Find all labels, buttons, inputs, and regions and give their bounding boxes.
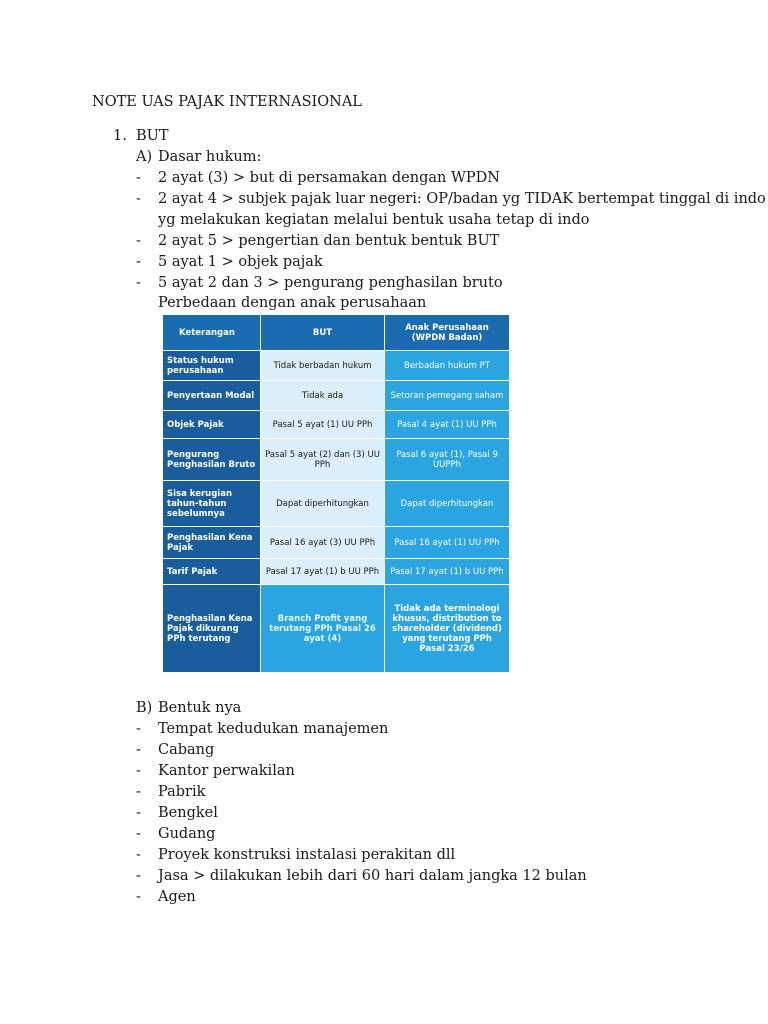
table-cell-but: Pasal 16 ayat (3) UU PPh <box>261 527 385 559</box>
legal-basis-item: 2 ayat (3) > but di persamakan dengan WPDN <box>158 170 500 186</box>
bullet-dash: - <box>136 233 141 249</box>
bullet-dash: - <box>136 275 141 291</box>
table-row <box>163 411 510 439</box>
bullet-dash: - <box>136 721 141 737</box>
part-a-label: A) <box>136 149 153 165</box>
form-item: Tempat kedudukan manajemen <box>158 721 389 737</box>
table-cell-but: Pasal 17 ayat (1) b UU PPh <box>261 559 385 585</box>
column-header: Anak Perusahaan (WPDN Badan) <box>385 315 510 351</box>
bullet-dash: - <box>136 889 141 905</box>
table-cell-subsidiary: Pasal 16 ayat (1) UU PPh <box>385 527 510 559</box>
table-row <box>163 381 510 411</box>
table-cell-subsidiary: Berbadan hukum PT <box>385 351 510 381</box>
bullet-dash: - <box>136 868 141 884</box>
table-cell-label: Penghasilan Kena Pajak dikurang PPh terutang <box>163 585 261 673</box>
table-cell-but: Pasal 5 ayat (1) UU PPh <box>261 411 385 439</box>
column-header: Keterangan <box>163 315 261 351</box>
table-cell-label: Penghasilan Kena Pajak <box>163 527 261 559</box>
legal-basis-item: 5 ayat 1 > objek pajak <box>158 254 323 270</box>
table-row <box>163 527 510 559</box>
table-cell-but: Tidak berbadan hukum <box>261 351 385 381</box>
table-row <box>163 585 510 673</box>
table-cell-subsidiary: Pasal 6 ayat (1), Pasal 9 UUPPh <box>385 439 510 481</box>
table-row <box>163 559 510 585</box>
bullet-dash: - <box>136 847 141 863</box>
column-header: BUT <box>261 315 385 351</box>
legal-basis-item: 2 ayat 5 > pengertian dan bentuk bentuk BUT <box>158 233 500 249</box>
form-item: Pabrik <box>158 784 206 800</box>
form-item: Agen <box>158 889 196 905</box>
bullet-dash: - <box>136 170 141 186</box>
table-cell-label: Sisa kerugian tahun-tahun sebelumnya <box>163 481 261 527</box>
table-cell-subsidiary: Dapat diperhitungkan <box>385 481 510 527</box>
comparison-heading: Perbedaan dengan anak perusahaan <box>158 295 427 311</box>
bullet-dash: - <box>136 191 141 207</box>
table-cell-but: Tidak ada <box>261 381 385 411</box>
section-heading: BUT <box>136 128 169 144</box>
table-row <box>163 351 510 381</box>
section-number: 1. <box>113 128 127 144</box>
form-item: Kantor perwakilan <box>158 763 295 779</box>
form-item: Cabang <box>158 742 215 758</box>
bullet-dash: - <box>136 784 141 800</box>
table-row <box>163 481 510 527</box>
part-b-heading: Bentuk nya <box>158 700 242 716</box>
legal-basis-item: 2 ayat 4 > subjek pajak luar negeri: OP/badan yg TIDAK bertempat tinggal di indo <box>158 191 766 207</box>
legal-basis-item-continued: yg melakukan kegiatan melalui bentuk usaha tetap di indo <box>158 212 590 228</box>
bullet-dash: - <box>136 254 141 270</box>
table-cell-subsidiary: Pasal 4 ayat (1) UU PPh <box>385 411 510 439</box>
form-item: Jasa > dilakukan lebih dari 60 hari dalam jangka 12 bulan <box>158 868 587 884</box>
table-cell-label: Pengurang Penghasilan Bruto <box>163 439 261 481</box>
bullet-dash: - <box>136 763 141 779</box>
bullet-dash: - <box>136 742 141 758</box>
table-cell-label: Tarif Pajak <box>163 559 261 585</box>
table-cell-label: Status hukum perusahaan <box>163 351 261 381</box>
bullet-dash: - <box>136 826 141 842</box>
table-cell-subsidiary: Setoran pemegang saham <box>385 381 510 411</box>
table-row <box>163 439 510 481</box>
document-title: NOTE UAS PAJAK INTERNASIONAL <box>92 94 362 110</box>
form-item: Bengkel <box>158 805 218 821</box>
part-a-heading: Dasar hukum: <box>158 149 262 165</box>
table-cell-label: Penyertaan Modal <box>163 381 261 411</box>
bullet-dash: - <box>136 805 141 821</box>
table-cell-label: Objek Pajak <box>163 411 261 439</box>
table-cell-but: Dapat diperhitungkan <box>261 481 385 527</box>
table-cell-but: Pasal 5 ayat (2) dan (3) UU PPh <box>261 439 385 481</box>
comparison-table <box>162 314 510 673</box>
form-item: Proyek konstruksi instalasi perakitan dll <box>158 847 456 863</box>
part-b-label: B) <box>136 700 153 716</box>
table-cell-subsidiary: Pasal 17 ayat (1) b UU PPh <box>385 559 510 585</box>
legal-basis-item: 5 ayat 2 dan 3 > pengurang penghasilan bruto <box>158 275 503 291</box>
table-cell-but: Branch Profit yang terutang PPh Pasal 26 ayat (4) <box>261 585 385 673</box>
table-cell-subsidiary: Tidak ada terminologi khusus, distribution to shareholder (dividend) yang terutang PPh Pasal 23/26 <box>385 585 510 673</box>
table-header-row <box>163 315 510 351</box>
form-item: Gudang <box>158 826 216 842</box>
